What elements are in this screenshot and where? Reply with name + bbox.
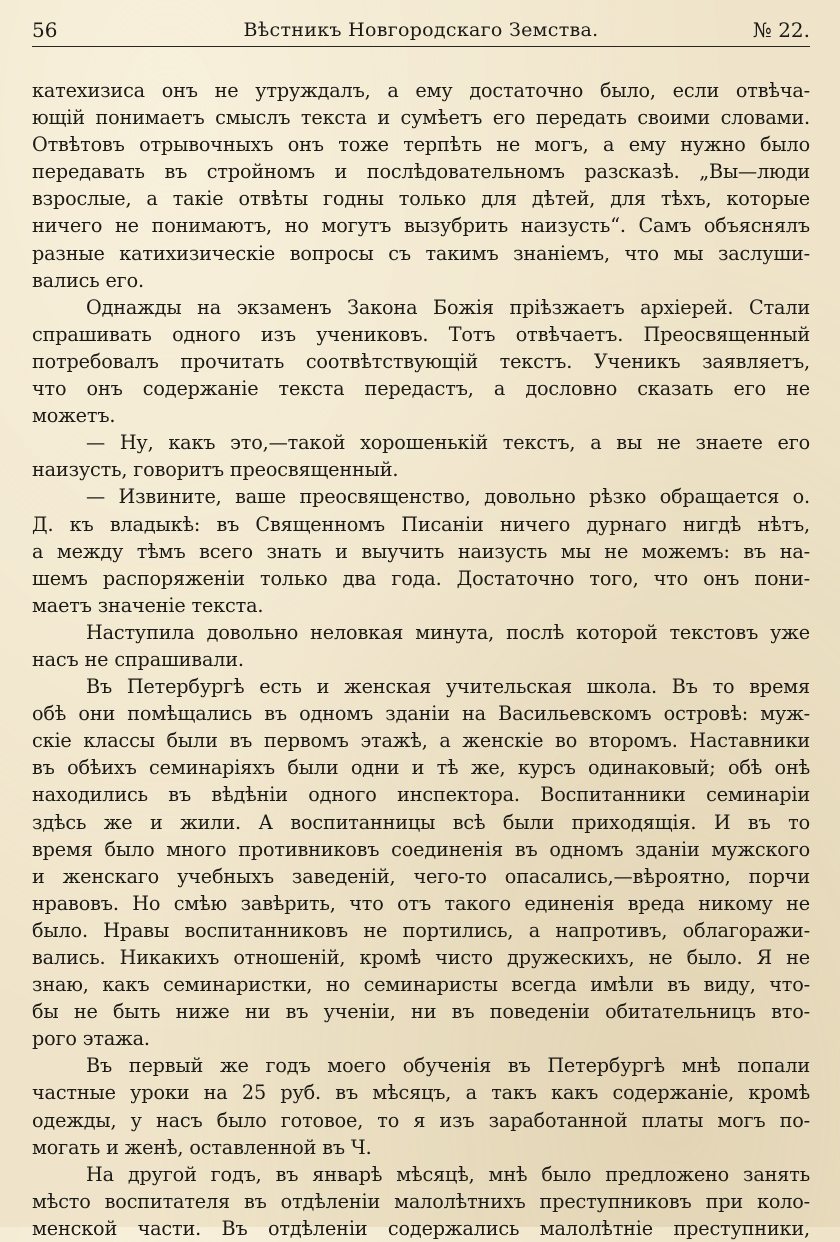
text-line: одежды, у насъ было готовое, то я изъ заработанной платы могъ по-	[32, 1108, 810, 1132]
text-line: Въ Петербургѣ есть и женская учительская школа. Въ то время	[86, 675, 810, 699]
text-line: было. Нравы воспитанниковъ не портились, а напротивъ, облагоражи-	[32, 918, 810, 942]
text-line: и женскаго учебныхъ заведеній, чего-то опасались,—вѣроятно, порчи	[32, 864, 810, 888]
text-line: спрашивать одного изъ учениковъ. Тотъ отвѣчаетъ. Преосвященный	[32, 322, 810, 346]
text-line: а между тѣмъ всего знать и выучить наизусть мы не можемъ: въ на-	[32, 539, 810, 563]
text-line: потребовалъ прочитать соотвѣтствующій текстъ. Ученикъ заявляетъ,	[32, 349, 810, 373]
text-line: могать и женѣ, оставленной въ Ч.	[32, 1135, 372, 1159]
text-line: мѣсто воспитателя въ отдѣленіи малолѣтнихъ преступниковъ при коло-	[32, 1189, 810, 1213]
document-page	[32, 14, 810, 1240]
text-line: шемъ распоряженіи только два года. Достаточно того, что онъ пони-	[32, 566, 810, 590]
text-line: Однажды на экзаменъ Закона Божія пріѣзжаетъ архіерей. Стали	[86, 295, 810, 319]
text-line: менской части. Въ отдѣленіи содержались малолѣтніе преступники,	[32, 1216, 810, 1240]
text-line: можетъ.	[32, 404, 116, 428]
journal-title: Вѣстникъ Новгородскаго Земства.	[243, 19, 599, 41]
text-line: На другой годъ, въ январѣ мѣсяцѣ, мнѣ было предложено занять	[86, 1162, 810, 1186]
text-line: ющій понимаетъ смыслъ текста и сумѣетъ его передать своими словами.	[32, 106, 810, 130]
text-line: рого этажа.	[32, 1027, 150, 1051]
issue-number: № 22.	[752, 18, 810, 42]
text-line: время было много противниковъ соединенія въ одномъ зданіи мужского	[32, 837, 810, 861]
text-line: въ обѣихъ семинаріяхъ были одни и тѣ же, курсъ одинаковый; обѣ онѣ	[32, 756, 810, 780]
text-line: частные уроки на 25 руб. въ мѣсяцъ, а такъ какъ содержаніе, кромѣ	[32, 1081, 810, 1105]
text-line: — Ну, какъ это,—такой хорошенькій текстъ, а вы не знаете его	[86, 431, 810, 455]
text-line: передавать въ стройномъ и послѣдовательномъ разсказѣ. „Вы—люди	[32, 160, 810, 184]
text-line: скіе классы были въ первомъ этажѣ, а женскіе во второмъ. Наставники	[32, 729, 810, 753]
text-line: вались. Никакихъ отношеній, кромѣ чисто дружескихъ, не было. Я не	[32, 946, 810, 969]
text-line: бы не быть ниже ни въ ученіи, ни въ поведеніи обитательницъ вто-	[32, 1000, 810, 1024]
text-line: Въ первый же годъ моего обученія въ Петербургѣ мнѣ попали	[86, 1054, 810, 1078]
text-line: обѣ они помѣщались въ одномъ зданіи на Васильевскомъ островѣ: муж-	[32, 702, 810, 726]
text-line: нравовъ. Но смѣю завѣрить, что отъ такого единенія вреда никому не	[32, 891, 810, 915]
text-line: ничего не понимаютъ, но могутъ вызубрить наизусть“. Самъ объяснялъ	[32, 214, 810, 238]
text-line: — Извините, ваше преосвященство, довольно рѣзко обращается о.	[86, 485, 810, 509]
text-line: разные катихизическіе вопросы съ такимъ знаніемъ, что мы заслуши-	[32, 241, 810, 265]
text-line: насъ не спрашивали.	[32, 647, 244, 671]
text-line: маетъ значеніе текста.	[32, 593, 264, 617]
text-line: знаю, какъ семинаристки, но семинаристы всегда имѣли въ виду, что-	[32, 973, 810, 997]
text-line: наизусть, говоритъ преосвященный.	[32, 458, 399, 482]
text-line: вались его.	[32, 268, 144, 292]
text-line: здѣсь же и жили. А воспитанницы всѣ были приходящія. И въ то	[32, 810, 810, 834]
text-line: взрослые, а такіе отвѣты годны только для дѣтей, для тѣхъ, которые	[32, 187, 810, 211]
text-line: Отвѣтовъ отрывочныхъ онъ тоже терпѣть не могъ, а ему нужно было	[32, 133, 810, 157]
page-number: 56	[32, 18, 58, 42]
text-line: Д. къ владыкѣ: въ Священномъ Писаніи ничего дурнаго нигдѣ нѣтъ,	[32, 512, 810, 536]
running-header	[32, 14, 810, 47]
text-line: что онъ содержаніе текста передастъ, а дословно сказать его не	[32, 377, 810, 401]
text-line: катехизиса онъ не утруждалъ, а ему достаточно было, если отвѣча-	[32, 79, 810, 102]
text-line: Наступила довольно неловкая минута, послѣ которой текстовъ уже	[86, 620, 810, 644]
article-body	[32, 77, 810, 1242]
text-line: находились въ вѣдѣніи одного инспектора. Воспитанники семинаріи	[32, 783, 810, 807]
